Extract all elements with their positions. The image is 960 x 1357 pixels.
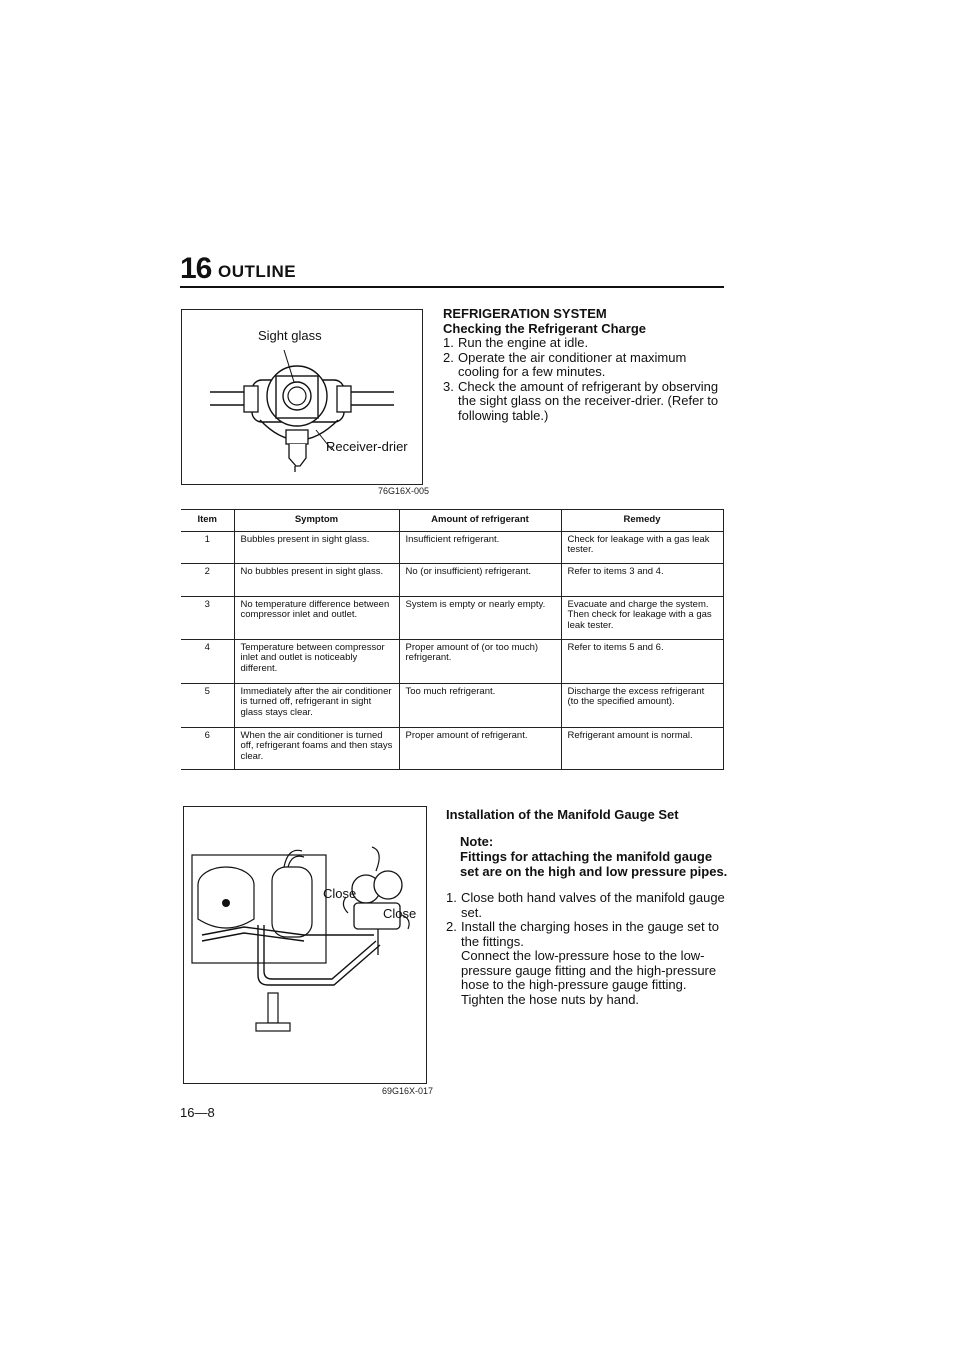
section-subtitle: Checking the Refrigerant Charge <box>443 321 646 336</box>
table-row: 4 Temperature between compressor inlet and outlet is noticeably different. Proper amount of (or too much) refrigerant. Refer to items 5 and 6. <box>181 639 723 683</box>
table-row: 6 When the air conditioner is turned off, refrigerant foams and then stays clear. Proper amount of refrigerant. Refrigerant amount is normal. <box>181 727 723 769</box>
list-item: 2. Operate the air conditioner at maximum cooling for a few minutes. <box>443 349 687 379</box>
refrigeration-section <box>443 306 725 423</box>
step-list <box>446 891 728 1007</box>
section-title: REFRIGERATION SYSTEM <box>443 306 607 321</box>
chapter-number: 16 <box>180 252 212 285</box>
header-rule <box>180 286 724 288</box>
manifold-gauge-figure <box>183 806 427 1084</box>
column-header: Symptom <box>234 510 399 532</box>
sight-glass-figure <box>181 309 423 485</box>
refrigerant-table <box>181 509 724 770</box>
page-number: 16—8 <box>180 1105 215 1120</box>
table-row: 1 Bubbles present in sight glass. Insufficient refrigerant. Check for leakage with a gas leak tester. <box>181 531 723 563</box>
list-item: 2. Install the charging hoses in the gauge set to the fittings. Connect the low-pressure hose to the low-pressure gauge fitting and the high-pressure hose to the high-pressure gauge fitting. Tighten the hose nuts by hand. <box>446 920 728 1007</box>
list-item: 1. Run the engine at idle. <box>443 335 589 350</box>
table-row: 5 Immediately after the air conditioner is turned off, refrigerant in sight glass stays clear. Too much refrigerant. Discharge the excess refrigerant (to the specified amount). <box>181 683 723 727</box>
step-list <box>443 336 725 423</box>
column-header: Remedy <box>561 510 723 532</box>
table-row: 2 No bubbles present in sight glass. No (or insufficient) refrigerant. Refer to items 3 and 4. <box>181 563 723 596</box>
list-item: 1. Close both hand valves of the manifold gauge set. <box>446 890 725 920</box>
manifold-section <box>446 807 728 1007</box>
note-label: Note: <box>460 834 494 849</box>
figure1-code: 76G16X-005 <box>378 486 430 496</box>
close-label-right: Close <box>383 906 417 921</box>
note-text: Fittings for attaching the manifold gauge set are on the high and low pressure pipes. <box>460 849 728 879</box>
step-continuation: Connect the low-pressure hose to the low-pressure gauge fitting and the high-pressure hose to the high-pressure gauge fitting. <box>461 948 717 992</box>
table-header-row <box>181 510 723 532</box>
section-title: Installation of the Manifold Gauge Set <box>446 807 679 822</box>
manifold-gauge-illustration <box>184 807 426 1083</box>
table-row: 3 No temperature difference between compressor inlet and outlet. System is empty or nearly empty. Evacuate and charge the system. Then check for leakage with a gas leak tester. <box>181 596 723 639</box>
figure2-code: 69G16X-017 <box>382 1086 434 1096</box>
receiver-drier-label: Receiver-drier <box>326 439 408 454</box>
sight-glass-label: Sight glass <box>258 328 322 343</box>
column-header: Amount of refrigerant <box>399 510 561 532</box>
chapter-title: OUTLINE <box>218 262 297 281</box>
step-continuation: Tighten the hose nuts by hand. <box>461 991 640 1007</box>
column-header: Item <box>181 510 234 532</box>
close-label-left: Close <box>323 886 357 901</box>
list-item: 3. Check the amount of refrigerant by observing the sight glass on the receiver-drier. (Refer to following table.) <box>443 378 719 423</box>
